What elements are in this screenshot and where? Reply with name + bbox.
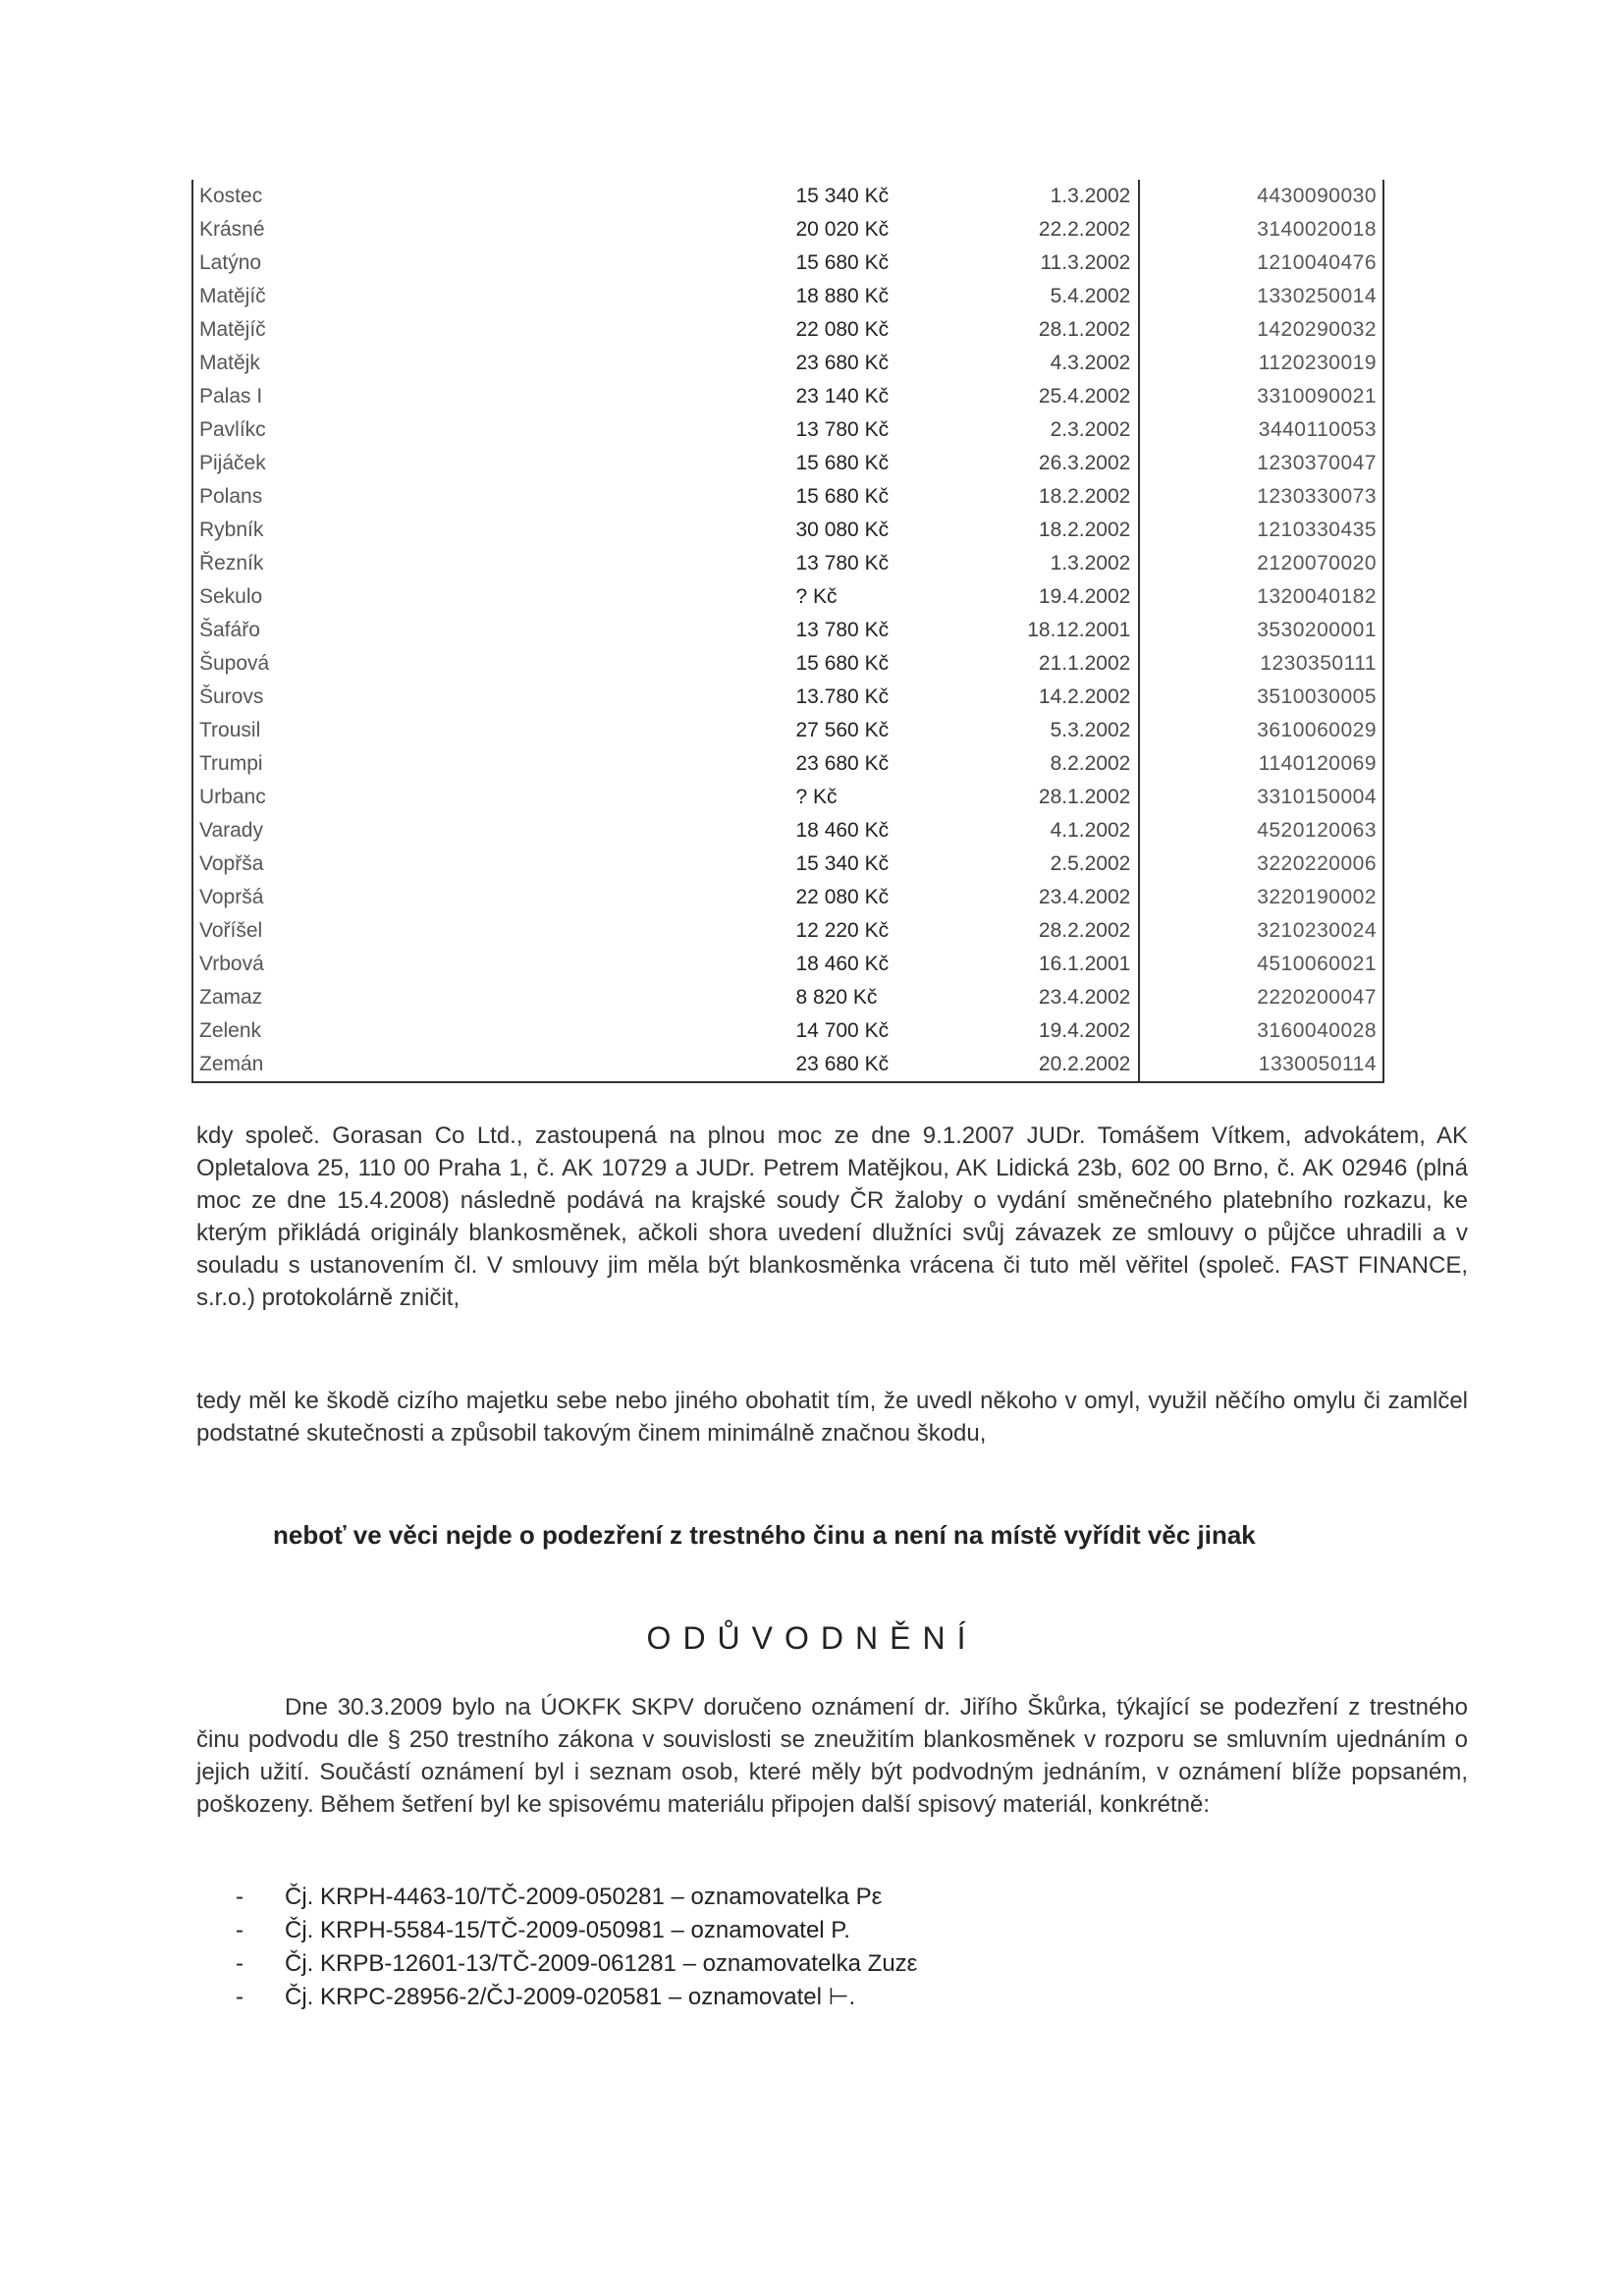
table-row [192,580,1383,614]
reference-item: - Čj. KRPH-5584-15/TČ-2009-050981 – oznamovatel P. [236,1914,917,1947]
date-cell: 19.4.2002 [1038,1019,1131,1042]
table-row [192,948,1383,981]
table-row [192,180,1383,213]
amount-cell: 12 220 Kč [795,919,890,942]
debtor-name: Pavlíkc [192,413,284,447]
account-number-cell: 1140120069 [1139,747,1383,781]
amount-cell: 23 680 Kč [795,752,890,775]
account-number-cell: 1230330073 [1139,480,1383,514]
account-number-cell: 1210040476 [1139,246,1383,280]
amount-cell: 15 340 Kč [795,185,890,207]
table-row [192,313,1383,347]
date-cell: 22.2.2002 [1038,218,1131,241]
amount-cell: 27 560 Kč [795,719,890,741]
date-cell: 21.1.2002 [1038,652,1131,675]
amount-cell: 22 080 Kč [795,318,890,341]
date-cell: 18.2.2002 [1038,519,1131,541]
spacer [284,480,795,514]
debtor-name: Urbanc [192,781,284,814]
table-row [192,814,1383,847]
account-number-cell: 1320040182 [1139,580,1383,614]
date-cell: 2.5.2002 [1050,852,1131,875]
reference-item: - Čj. KRPH-4463-10/TČ-2009-050281 – oznamovatelka Pε [236,1881,917,1914]
spacer [284,847,795,881]
amount-cell: 18 880 Kč [795,285,890,307]
account-number-cell: 1420290032 [1139,313,1383,347]
spacer [284,313,795,347]
spacer [284,881,795,914]
table-row [192,614,1383,647]
debtor-name: Kostec [192,180,284,213]
debtor-name: Matějk [192,347,284,380]
account-number-cell: 1230350111 [1139,647,1383,681]
table-row [192,781,1383,814]
spacer [284,514,795,547]
account-number-cell: 3160040028 [1139,1014,1383,1048]
decision-statement: neboť ve věci nejde o podezření z trestného činu a není na místě vyřídit věc jinak [273,1520,1256,1550]
amount-cell: 13 780 Kč [795,418,890,441]
account-number-cell: 4510060021 [1139,948,1383,981]
date-cell: 4.3.2002 [1050,352,1131,374]
debtor-name: Vopršá [192,881,284,914]
spacer [284,213,795,246]
date-cell: 2.3.2002 [1050,418,1131,441]
spacer [284,814,795,847]
table-row [192,547,1383,580]
date-cell: 26.3.2002 [1038,452,1131,474]
amount-cell: 30 080 Kč [795,519,890,541]
debtor-table [191,180,1384,1083]
account-number-cell: 1230370047 [1139,447,1383,480]
account-number-cell: 3510030005 [1139,681,1383,714]
account-number-cell: 3310090021 [1139,380,1383,413]
amount-cell: 18 460 Kč [795,819,890,842]
amount-cell: 13.780 Kč [795,685,890,708]
spacer [284,614,795,647]
debtor-name: Šafářo [192,614,284,647]
table-row [192,447,1383,480]
debtor-name: Matějíč [192,280,284,313]
paragraph-accusation: kdy společ. Gorasan Co Ltd., zastoupená na plnou moc ze dne 9.1.2007 JUDr. Tomášem Vítkem, advokátem, AK Opletalova 25, 110 00 Praha 1, č. AK 10729 a JUDr. Petrem Matějkou, AK Lidická 23b, 602 00 Brno, č. AK 02946 (plná moc ze dne 15.4.2008) následně podává na krajské soudy ČR žaloby o vydání směnečného platebního rozkazu, ke kterým přikládá originály blankosměnek, ačkoli shora uvedení dlužníci svůj závazek ze smlouvy o půjčce uhradili a v souladu s ustanovením čl. V smlouvy jim měla být blankosměnka vrácena či tuto měl věřitel (společ. FAST FINANCE, s.r.o.) protokolárně zničit, [196,1122,1468,1311]
date-cell: 4.1.2002 [1050,819,1131,842]
debtor-name: Zemán [192,1048,284,1082]
spacer [284,647,795,681]
account-number-cell: 3220220006 [1139,847,1383,881]
debtor-name: Polans [192,480,284,514]
date-cell: 28.2.2002 [1038,919,1131,942]
amount-cell: 13 780 Kč [795,619,890,641]
spacer [284,347,795,380]
date-cell: 11.3.2002 [1040,251,1131,274]
table-row [192,981,1383,1014]
debtor-name: Palas I [192,380,284,413]
spacer [284,1014,795,1048]
spacer [284,914,795,948]
table-row [192,246,1383,280]
spacer [284,781,795,814]
table-row [192,514,1383,547]
spacer [284,380,795,413]
amount-cell: 13 780 Kč [795,552,890,574]
debtor-name: Trousil [192,714,284,747]
date-cell: 18.2.2002 [1038,485,1131,508]
debtor-name: Vopřša [192,847,284,881]
amount-cell: 15 340 Kč [795,852,890,875]
account-number-cell: 3530200001 [1139,614,1383,647]
date-cell: 19.4.2002 [1038,585,1131,608]
debtor-name: Pijáček [192,447,284,480]
date-cell: 5.4.2002 [1050,285,1131,307]
account-number-cell: 1120230019 [1139,347,1383,380]
spacer [284,280,795,313]
debtor-name: Vrbová [192,948,284,981]
debtor-name: Řezník [192,547,284,580]
date-cell: 28.1.2002 [1038,786,1131,808]
spacer [284,580,795,614]
section-heading: ODŮVODNĚNÍ [646,1620,978,1656]
date-cell: 23.4.2002 [1038,986,1131,1009]
account-number-cell: 3210230024 [1139,914,1383,948]
account-number-cell: 1330050114 [1139,1048,1383,1082]
amount-cell: 22 080 Kč [795,886,890,908]
date-cell: 8.2.2002 [1050,752,1131,775]
paragraph-damage: tedy měl ke škodě cizího majetku sebe nebo jiného obohatit tím, že uvedl někoho v omyl, využil něčího omylu či zamlčel podstatné skutečnosti a způsobil takovým činem minimálně značnou škodu, [196,1388,1468,1447]
spacer [284,981,795,1014]
debtor-name: Voříšel [192,914,284,948]
amount-cell: 8 820 Kč [795,986,878,1009]
date-cell: 1.3.2002 [1050,185,1131,207]
account-number-cell: 2220200047 [1139,981,1383,1014]
date-cell: 14.2.2002 [1038,685,1131,708]
table-row [192,347,1383,380]
debtor-name: Šurovs [192,681,284,714]
paragraph-justification: Dne 30.3.2009 bylo na ÚOKFK SKPV doručeno oznámení dr. Jiřího Škůrka, týkající se podezření z trestného činu podvodu dle § 250 trestního zákona v souvislosti se zneužitím blankosměnek v rozporu se smluvním ujednáním o jejich užití. Součástí oznámení byl i seznam osob, které měly být podvodným jednáním, v oznámení blíže popsaném, poškozeny. Během šetření byl ke spisovému materiálu připojen další spisový materiál, konkrétně: [196,1694,1468,1818]
account-number-cell: 4520120063 [1139,814,1383,847]
spacer [284,714,795,747]
table-row [192,714,1383,747]
spacer [284,948,795,981]
spacer [284,747,795,781]
date-cell: 5.3.2002 [1050,719,1131,741]
amount-cell: 20 020 Kč [795,218,890,241]
debtor-name: Zamaz [192,981,284,1014]
account-number-cell: 3140020018 [1139,213,1383,246]
spacer [284,180,795,213]
table-row [192,480,1383,514]
table-row [192,881,1383,914]
reference-item: - Čj. KRPB-12601-13/TČ-2009-061281 – oznamovatelka Zuzε [236,1947,917,1981]
account-number-cell: 3310150004 [1139,781,1383,814]
account-number-cell: 3440110053 [1139,413,1383,447]
amount-cell: 23 140 Kč [795,385,890,408]
debtor-name: Latýno [192,246,284,280]
amount-cell: 15 680 Kč [795,251,890,274]
account-number-cell: 3220190002 [1139,881,1383,914]
spacer [284,246,795,280]
amount-cell: 23 680 Kč [795,352,890,374]
account-number-cell: 3610060029 [1139,714,1383,747]
debtor-name: Trumpi [192,747,284,781]
table-row [192,681,1383,714]
spacer [284,547,795,580]
amount-cell: 15 680 Kč [795,485,890,508]
amount-cell: 14 700 Kč [795,1019,890,1042]
table-row [192,647,1383,681]
date-cell: 25.4.2002 [1038,385,1131,408]
table-row [192,747,1383,781]
date-cell: 1.3.2002 [1050,552,1131,574]
date-cell: 18.12.2001 [1027,619,1131,641]
debtor-name: Matějíč [192,313,284,347]
amount-cell: 18 460 Kč [795,953,890,975]
amount-cell: 15 680 Kč [795,652,890,675]
debtor-name: Šupová [192,647,284,681]
debtor-name: Zelenk [192,1014,284,1048]
spacer [284,681,795,714]
account-number-cell: 2120070020 [1139,547,1383,580]
account-number-cell: 1330250014 [1139,280,1383,313]
spacer [284,1048,795,1082]
date-cell: 16.1.2001 [1038,953,1131,975]
amount-cell: 23 680 Kč [796,1048,934,1082]
debtor-name: Rybník [192,514,284,547]
account-number-cell: 1210330435 [1139,514,1383,547]
debtor-name: Sekulo [192,580,284,614]
table-row [192,1048,1383,1082]
debtor-name: Varady [192,814,284,847]
account-number-cell: 4430090030 [1139,180,1383,213]
date-cell: 20.2.2002 [934,1048,1140,1082]
amount-cell: 15 680 Kč [795,452,890,474]
table-row [192,1014,1383,1048]
table-row [192,847,1383,881]
table-row [192,213,1383,246]
debtor-name: Krásné [192,213,284,246]
spacer [284,413,795,447]
table-row [192,413,1383,447]
table-row [192,380,1383,413]
amount-cell: ? Kč [795,786,838,808]
spacer [284,447,795,480]
date-cell: 23.4.2002 [1038,886,1131,908]
date-cell: 28.1.2002 [1038,318,1131,341]
reference-item: - Čj. KRPC-28956-2/ČJ-2009-020581 – oznamovatel ⊢. [236,1981,917,2014]
reference-list [236,1881,917,2014]
table-row [192,914,1383,948]
amount-cell: ? Kč [795,585,838,608]
table-row [192,280,1383,313]
